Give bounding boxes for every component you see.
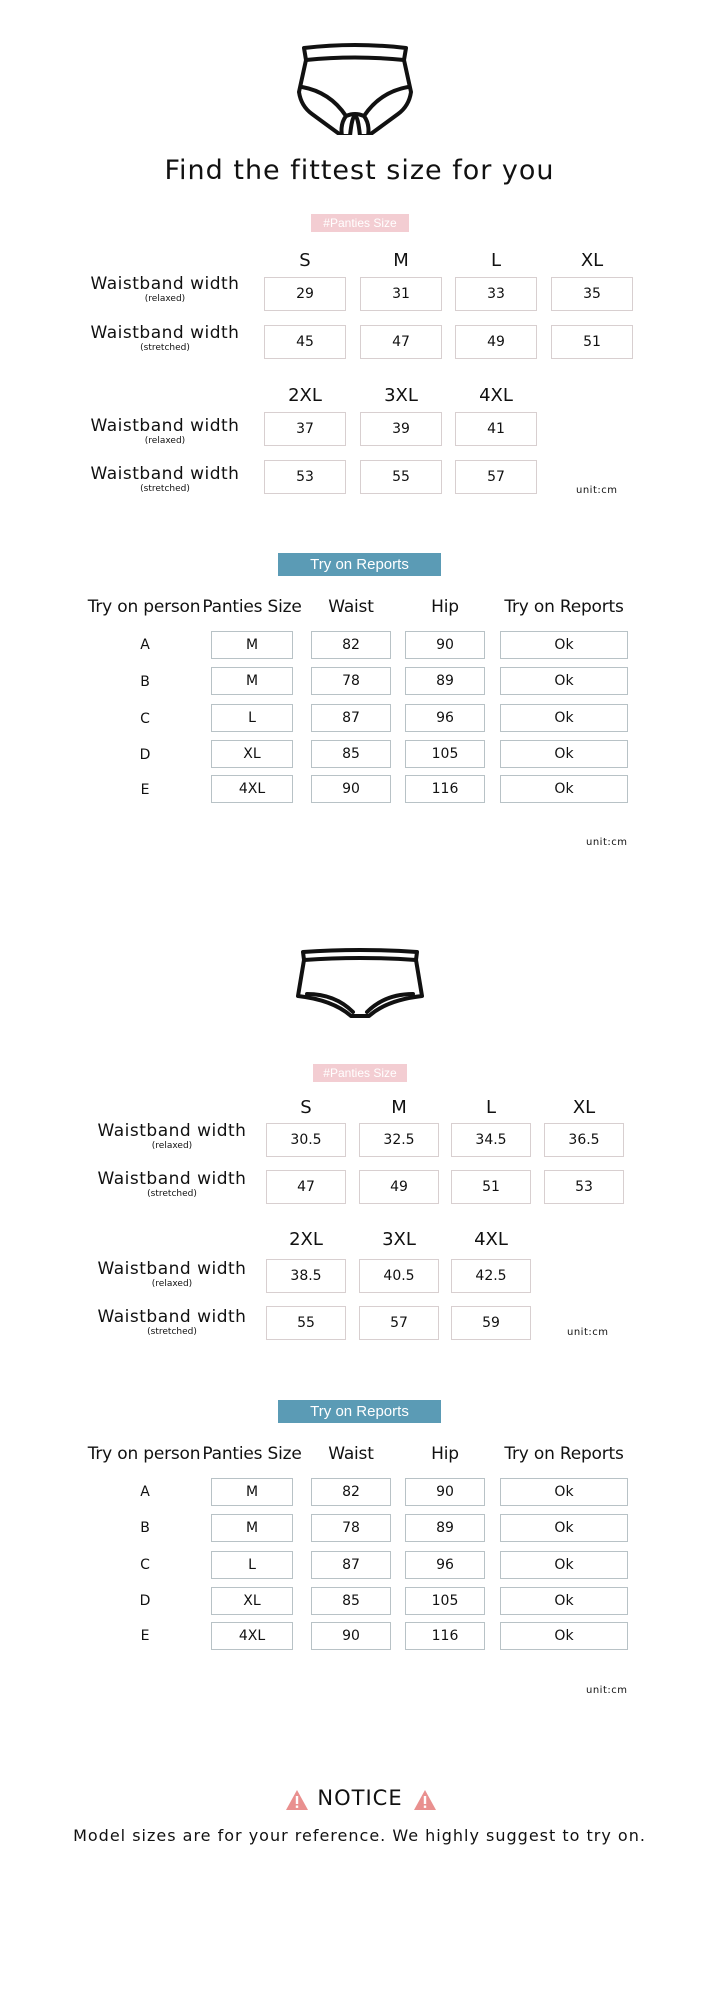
col-hip: Hip: [431, 1444, 459, 1464]
s2-stretched-xl: 53: [544, 1170, 624, 1204]
table-cell-hip: 89: [405, 1514, 485, 1542]
label-main: Waistband width: [90, 274, 240, 294]
s1-relaxed-l: 33: [455, 277, 537, 311]
table-cell-report: Ok: [500, 1551, 628, 1579]
col-try-on-reports: Try on Reports: [504, 597, 624, 617]
table-row-person: D: [139, 1593, 151, 1609]
table-cell-hip: 116: [405, 775, 485, 803]
table-row-person: D: [139, 747, 151, 763]
label-sub: (stretched): [147, 1327, 197, 1337]
size-header-l: L: [490, 250, 502, 271]
label-sub: (relaxed): [151, 1141, 193, 1151]
s2-relaxed-xl: 36.5: [544, 1123, 624, 1157]
col-try-on-reports: Try on Reports: [504, 1444, 624, 1464]
label-sub: (stretched): [140, 343, 190, 353]
s2-stretched-3xl: 57: [359, 1306, 439, 1340]
table-cell-report: Ok: [500, 1587, 628, 1615]
s1-relaxed-4xl: 41: [455, 412, 537, 446]
col-try-on-person: Try on person: [87, 1444, 201, 1464]
size-header-4xl: 4XL: [479, 385, 513, 406]
table-cell-report: Ok: [500, 704, 628, 732]
waistband-stretched-label: [92, 1170, 252, 1199]
size-header-2xl: 2XL: [288, 385, 322, 406]
s1-stretched-l: 49: [455, 325, 537, 359]
unit-label: unit:cm: [586, 837, 628, 848]
table-row-person: C: [140, 711, 150, 727]
table-row-person: B: [140, 674, 150, 690]
table-cell-report: Ok: [500, 1622, 628, 1650]
brief-panties-icon: [290, 40, 420, 135]
s1-relaxed-m: 31: [360, 277, 442, 311]
waistband-relaxed-label: [85, 417, 245, 446]
table-cell-report: Ok: [500, 740, 628, 768]
table-cell-hip: 105: [405, 740, 485, 768]
unit-label: unit:cm: [567, 1327, 609, 1338]
panties-size-tag: #Panties Size: [313, 1064, 407, 1082]
table-cell-hip: 90: [405, 631, 485, 659]
waistband-stretched-label: [92, 1308, 252, 1337]
s2-relaxed-m: 32.5: [359, 1123, 439, 1157]
notice-text: Model sizes are for your reference. We highly suggest to try on.: [73, 1826, 646, 1845]
table-cell-waist: 82: [311, 1478, 391, 1506]
table-cell-hip: 105: [405, 1587, 485, 1615]
table-cell-hip: 89: [405, 667, 485, 695]
table-cell-size: M: [211, 1478, 293, 1506]
label-main: Waistband width: [90, 464, 240, 484]
s1-stretched-2xl: 53: [264, 460, 346, 494]
s1-relaxed-3xl: 39: [360, 412, 442, 446]
table-cell-size: XL: [211, 740, 293, 768]
table-cell-size: L: [211, 1551, 293, 1579]
table-cell-waist: 90: [311, 1622, 391, 1650]
table-cell-waist: 87: [311, 704, 391, 732]
table-cell-report: Ok: [500, 775, 628, 803]
s2-relaxed-s: 30.5: [266, 1123, 346, 1157]
col-panties-size: Panties Size: [202, 597, 302, 617]
label-main: Waistband width: [97, 1121, 247, 1141]
col-waist: Waist: [328, 597, 374, 617]
table-cell-report: Ok: [500, 1514, 628, 1542]
try-on-reports-tag: Try on Reports: [278, 553, 441, 576]
s2-stretched-4xl: 59: [451, 1306, 531, 1340]
size-header-4xl: 4XL: [474, 1229, 508, 1250]
s1-relaxed-xl: 35: [551, 277, 633, 311]
size-header-3xl: 3XL: [382, 1229, 416, 1250]
s1-stretched-3xl: 55: [360, 460, 442, 494]
size-header-l: L: [485, 1097, 497, 1118]
unit-label: unit:cm: [586, 1685, 628, 1696]
hipster-panties-icon: [293, 948, 427, 1018]
table-cell-size: 4XL: [211, 775, 293, 803]
s2-stretched-l: 51: [451, 1170, 531, 1204]
table-cell-report: Ok: [500, 667, 628, 695]
waistband-stretched-label: [85, 465, 245, 494]
table-cell-hip: 90: [405, 1478, 485, 1506]
label-sub: (relaxed): [151, 1279, 193, 1289]
table-cell-waist: 85: [311, 1587, 391, 1615]
size-header-m: M: [391, 1097, 407, 1118]
s1-stretched-xl: 51: [551, 325, 633, 359]
col-panties-size: Panties Size: [202, 1444, 302, 1464]
size-header-s: S: [299, 250, 311, 271]
table-row-person: E: [140, 782, 150, 798]
size-header-3xl: 3XL: [384, 385, 418, 406]
table-cell-report: Ok: [500, 631, 628, 659]
label-main: Waistband width: [90, 416, 240, 436]
label-sub: (relaxed): [144, 436, 186, 446]
size-header-s: S: [300, 1097, 312, 1118]
label-main: Waistband width: [97, 1307, 247, 1327]
table-cell-waist: 85: [311, 740, 391, 768]
table-cell-size: L: [211, 704, 293, 732]
table-cell-waist: 82: [311, 631, 391, 659]
table-cell-hip: 96: [405, 704, 485, 732]
panties-size-tag: #Panties Size: [311, 214, 409, 232]
table-cell-hip: 116: [405, 1622, 485, 1650]
table-cell-size: 4XL: [211, 1622, 293, 1650]
s2-stretched-m: 49: [359, 1170, 439, 1204]
waistband-relaxed-label: [92, 1260, 252, 1289]
table-row-person: B: [140, 1520, 150, 1536]
waistband-relaxed-label: [85, 275, 245, 304]
table-cell-size: M: [211, 1514, 293, 1542]
size-header-xl: XL: [572, 1097, 596, 1118]
table-cell-size: XL: [211, 1587, 293, 1615]
label-sub: (stretched): [147, 1189, 197, 1199]
table-row-person: C: [140, 1557, 150, 1573]
table-cell-report: Ok: [500, 1478, 628, 1506]
s2-relaxed-2xl: 38.5: [266, 1259, 346, 1293]
s1-stretched-s: 45: [264, 325, 346, 359]
s2-stretched-2xl: 55: [266, 1306, 346, 1340]
s1-relaxed-s: 29: [264, 277, 346, 311]
table-row-person: A: [140, 637, 150, 653]
warning-triangle-icon: [413, 1789, 437, 1811]
label-sub: (relaxed): [144, 294, 186, 304]
s2-stretched-s: 47: [266, 1170, 346, 1204]
table-cell-waist: 78: [311, 667, 391, 695]
s2-relaxed-4xl: 42.5: [451, 1259, 531, 1293]
notice-heading: NOTICE: [317, 1786, 403, 1810]
col-waist: Waist: [328, 1444, 374, 1464]
s1-relaxed-2xl: 37: [264, 412, 346, 446]
warning-triangle-icon: [285, 1789, 309, 1811]
waistband-stretched-label: [85, 324, 245, 353]
label-main: Waistband width: [90, 323, 240, 343]
col-try-on-person: Try on person: [87, 597, 201, 617]
s2-relaxed-3xl: 40.5: [359, 1259, 439, 1293]
table-cell-waist: 87: [311, 1551, 391, 1579]
unit-label: unit:cm: [576, 485, 618, 496]
size-header-xl: XL: [580, 250, 604, 271]
s2-relaxed-l: 34.5: [451, 1123, 531, 1157]
page-title: Find the fittest size for you: [164, 155, 555, 186]
col-hip: Hip: [431, 597, 459, 617]
table-cell-hip: 96: [405, 1551, 485, 1579]
waistband-relaxed-label: [92, 1122, 252, 1151]
table-cell-waist: 90: [311, 775, 391, 803]
s1-stretched-4xl: 57: [455, 460, 537, 494]
table-row-person: A: [140, 1484, 150, 1500]
table-cell-size: M: [211, 631, 293, 659]
table-row-person: E: [140, 1628, 150, 1644]
try-on-reports-tag: Try on Reports: [278, 1400, 441, 1423]
size-header-2xl: 2XL: [289, 1229, 323, 1250]
table-cell-size: M: [211, 667, 293, 695]
label-main: Waistband width: [97, 1169, 247, 1189]
s1-stretched-m: 47: [360, 325, 442, 359]
table-cell-waist: 78: [311, 1514, 391, 1542]
label-main: Waistband width: [97, 1259, 247, 1279]
label-sub: (stretched): [140, 484, 190, 494]
size-header-m: M: [393, 250, 409, 271]
